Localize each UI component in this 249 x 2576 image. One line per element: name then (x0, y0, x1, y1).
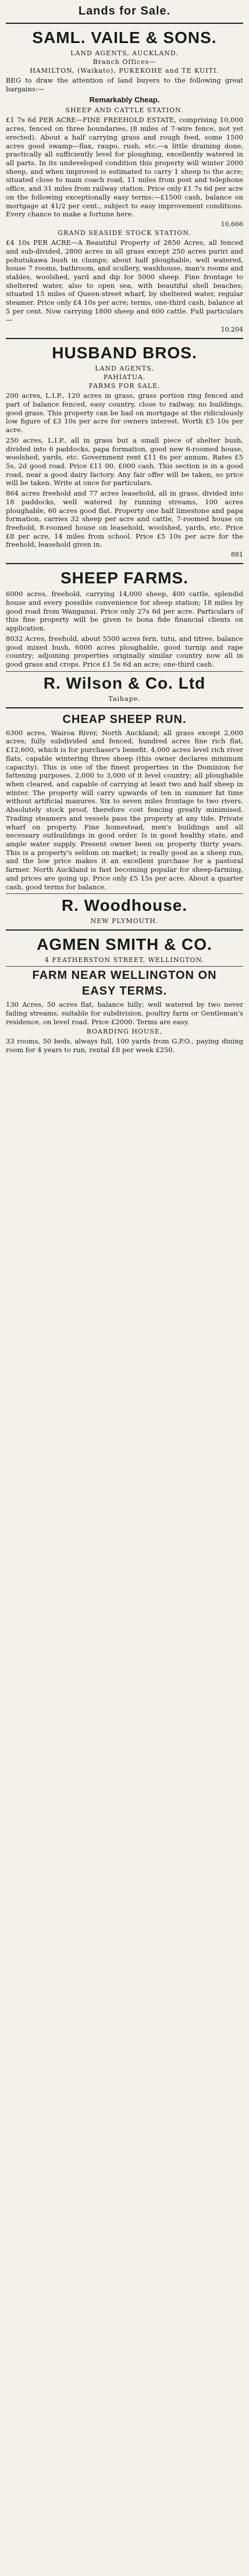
agmen-farm-title: FARM NEAR WELLINGTON ON (32, 969, 217, 982)
sheep-advert (6, 569, 243, 702)
cheap-run-advert (6, 713, 243, 925)
sheep-p1: 6000 acres, freehold, carrying 14,000 sheep, 400 cattle, splendid house and every possible convenience for sheep station; 18 miles by good road from Wanganui. Price only 27s 6d per acre. Particulars of this fine property will be given to bona fide financial clients on application. (6, 590, 243, 633)
divider (6, 563, 243, 564)
husband-p3: 864 acres freehold and 77 acres leasehold, all in grass, divided into 18 paddocks, well watered by running streams, 100 acres ploughable, 60 acres good flat. Property one half limestone and papa formation, carries 32 sheep per acre and cattle, 7-roomed house on freehold, 8-roomed house on leasehold, woolshed, yards, etc. Price £8 per acre, 14 miles from school. Price £5 10s per acre for the freehold, leasehold given in. (6, 489, 243, 549)
divider (6, 23, 243, 24)
husband-town: PAHIATUA. (103, 373, 146, 382)
divider (6, 929, 243, 931)
agmen-board: BOARDING HOUSE, (86, 1028, 163, 1036)
cheap-p1: 6300 acres, Wairoa River, North Auckland; all grass except 2,000 acres; fully subdivided and fenced, hundred acres fine rich flat, £12,600, which is for purchaser's benefit. 4,000 acres level rich river flats, capable wintering three sheep (this owner declares minimum capacity). This is one of the finest properties in the Dominion for fattening purposes. 2,000 to 3,000 of it level country; all ploughable when cleared, and capable of carrying at least two and half sheep in winter. The property will carry upwards of ten in summer fat time without artificial manures. Six to seven miles frontage to two rivers. Absolutely stock proof, therefore cost fencing greatly minimised. Trading steamers and vessels pass the property at any tide. Private wharf on property. Fine homestead, men's buildings and all necessary outbuildings in good order. Is in good healthy state, and ample water supply. Present owner been on property thirty years. This is a property's seldom on market; is really good as a sheep run, and the low price makes it an excellent purchase for a pastoral farmer. North Auckland is fast becoming popular for sheep-farming, and prices are going up. Price only £5 15s per acre. About a quarter cash, good terms for balance. (6, 728, 243, 891)
sheep-p2: 8032 Acres, freehold, about 5500 acres fern, tutu, and titree, balance good mixed bush, 6000 acres ploughable, good turnip and rape country; adjoining properties originally similar country now all in good grass and crops. Price £1 5s 6d an acre; one-third cash. (6, 634, 243, 668)
agmen-advert (6, 935, 243, 1054)
agmen-p2: 33 rooms, 50 beds, always full, 100 yards from G.P.O., paying dining room for 4 years to run, rental £8 per week £250. (6, 1037, 243, 1054)
husband-p2: 250 acres, L.I.P., all in grass but a small piece of shelter bush, divided into 6 paddocks, papa formation, good new 6-roomed house, woolshed, yards, etc. Government rent £11 6s per annum. Rates £5 5s, 2d good road. Price £11 00. £000 cash. This section is in a good road, near a good dairy factory. Any fair offer will be taken, so price will be taken. Write at once for particulars. (6, 436, 243, 487)
husband-sub: LAND AGENTS, (95, 365, 154, 373)
wilson-firm: R. Wilson & Co. Ltd (43, 674, 206, 692)
lands-for-sale-title: Lands for Sale. (78, 5, 171, 17)
vaile-intro: BEG to draw the attention of land buyers to the following great bargains:— (6, 76, 243, 93)
agmen-name: AGMEN SMITH & CO. (37, 935, 212, 954)
vaile-advert (6, 28, 243, 333)
page (0, 0, 249, 1064)
vaile-ref1: 10,666 (220, 220, 243, 229)
agmen-easy: EASY TERMS. (81, 985, 168, 998)
divider (6, 671, 243, 672)
agmen-p1: 130 Acres, 50 acres flat, balance hilly; well watered by two never failing streams, suitable for subdivision, poultry farm or Gentleman's residence, on level road. Price £2000. Terms are easy. (6, 1000, 243, 1026)
husband-farms: FARMS FOR SALE. (88, 382, 161, 390)
husband-advert (6, 344, 243, 558)
vaile-coastal: GRAND SEASIDE STOCK STATION. (58, 229, 191, 237)
divider (6, 707, 243, 708)
vaile-sub: LAND AGENTS, AUCKLAND. (70, 49, 179, 57)
husband-p1: 200 acres, L.I.P., 120 acres in grass, grass portion ring fenced and part of balance fenced, easy country, close to railway, no buildings, good grass. This property can be had on mortgage at the ridiculously low figure of £3 10s per acre for owners interest. Worth £5 10s per acre. (6, 391, 243, 434)
vaile-cheap-head: Remarkably Cheap. (89, 95, 160, 105)
divider (6, 893, 243, 894)
woodhouse-town: NEW PLYMOUTH. (90, 917, 159, 925)
agmen-addr: 4 FEATHERSTON STREET, WELLINGTON. (44, 956, 205, 964)
husband-ref: 881 (231, 551, 243, 559)
vaile-branch: Branch Offices— (93, 58, 156, 66)
woodhouse-firm: R. Woodhouse. (61, 896, 188, 915)
cheap-title: CHEAP SHEEP RUN. (62, 712, 187, 726)
vaile-p1: £1 7s 6d PER ACRE—FINE FREEHOLD ESTATE, comprising 10,000 acres, fenced on three boundaries, (8 miles of 7-wire fence, not yet erected). About a half carrying grass and rough feed, some 1500 acres good swamp—flax, raupo, rush, etc.—a little draining done, practically all sufficiently level for ploughing, excellently watered in all parts. In its undeveloped condition this property will winter 2000 sheep, and when improved is estimated to carry 1 sheep to the acre; situated close to main coach road, 11 miles from post and telephone office, and 31 miles from railway station. Price only £1 7s 6d per acre on the following exceptionally easy terms:—£1500 cash, balance on mortgage at 41/2 per cent., subject to easy improvement conditions. Every chance to make a fortune here. (6, 116, 243, 219)
lands-header (6, 5, 243, 18)
husband-name: HUSBAND BROS. (52, 344, 197, 362)
sheep-title: SHEEP FARMS. (61, 569, 188, 587)
vaile-cheap-sub: SHEEP AND CATTLE STATION. (65, 106, 184, 115)
wilson-town: Taihape. (108, 694, 141, 703)
vaile-ref2: 10,204 (220, 326, 243, 334)
divider (6, 338, 243, 339)
vaile-name: SAML. VAILE & SONS. (32, 28, 217, 47)
divider (6, 966, 243, 967)
vaile-branches: HAMILTON, (Waikato), PUKEKOHE and TE KUITI. (30, 67, 219, 74)
vaile-p2: £4 10s PER ACRE—A Beautiful Property of 2850 Acres, all fenced and sub-divided, 2800 acres in all grass except 250 acres puriri and pohutukawa bush in clumps; about half ploughable, well watered, house 7 rooms, bathroom, and scullery, washhouse, man's rooms and stables, woolshed, yard and dip for 5000 sheep. Fine frontage to sheltered water, also to open sea, with beautiful shell beaches; situated 15 miles of Queen-street wharf, by sheltered water, regular steamer. Price only £4 10s per acre; terms, one-third cash, balance at 5 per cent. Now carrying 1800 sheep and 600 cattle. Full particulars— (6, 238, 243, 324)
